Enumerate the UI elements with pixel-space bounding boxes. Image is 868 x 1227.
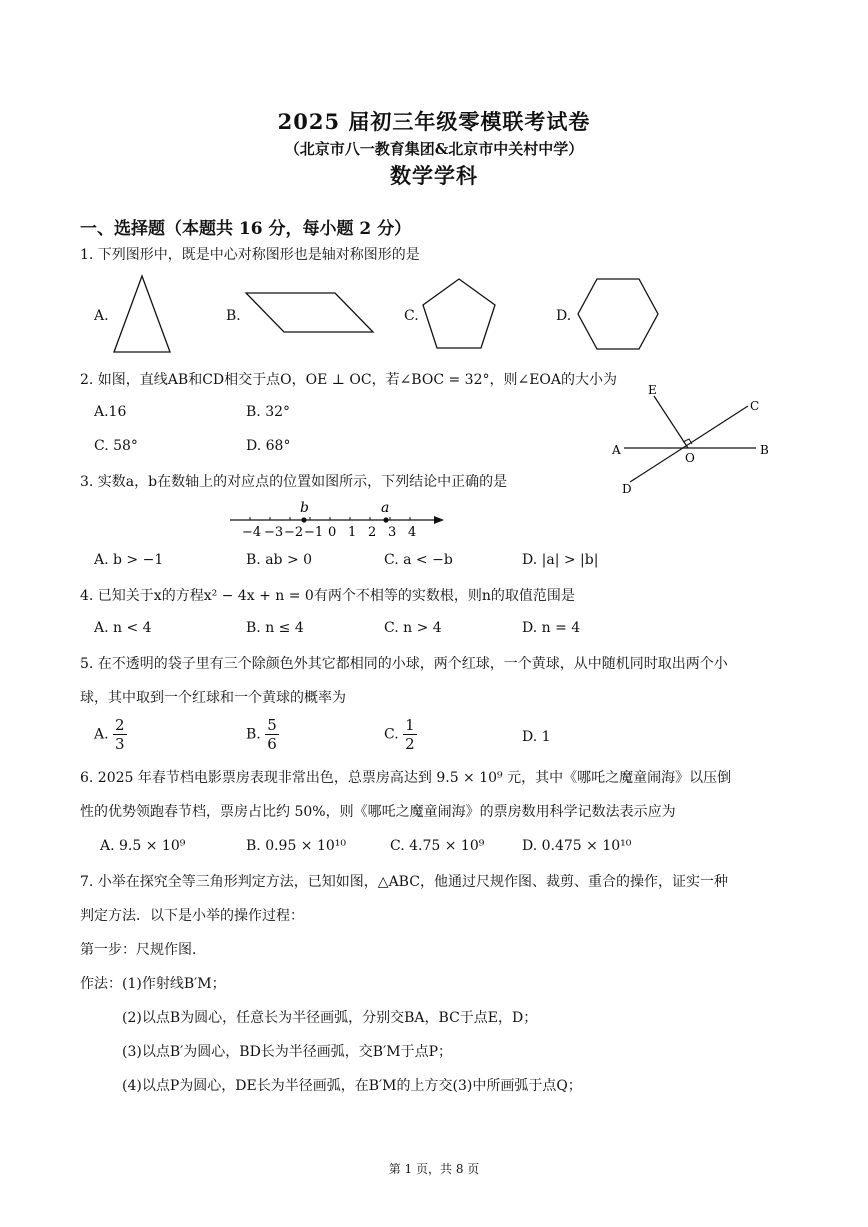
q1-pentagon-figure [420, 276, 498, 352]
tick-label: −3 [264, 525, 284, 540]
q4-option-a: A. n < 4 [94, 620, 152, 636]
q4-option-b: B. n ≤ 4 [246, 620, 304, 636]
tick-label: −4 [242, 525, 262, 540]
q5-option-d: D. 1 [522, 729, 551, 745]
tick-label: 2 [368, 525, 377, 540]
q6-line1: 6. 2025 年春节档电影票房表现非常出色，总票房高达到 9.5 × 10⁹ 元，其中《哪吒之魔童闹海》以压倒 [80, 770, 732, 786]
q1-option-c-label: C. [404, 308, 419, 324]
q2-option-c: C. 58° [94, 438, 138, 454]
label-c: C [750, 399, 760, 413]
q3-option-c: C. a < −b [384, 552, 453, 568]
q2-lines-figure [600, 378, 790, 500]
point-b-label: b [300, 500, 309, 516]
q5-option-c: C. $\frac{1}{2}$ [384, 716, 415, 753]
q7-line1: 7. 小举在探究全等三角形判定方法，已知如图，△ABC，他通过尺规作图、裁剪、重合的操作，证实一种 [80, 874, 728, 890]
label-o: O [685, 451, 695, 465]
subject-title: 数学学科 [390, 163, 478, 188]
exam-title: 2025 届初三年级零模联考试卷 [277, 109, 591, 134]
label-a: A [612, 443, 621, 457]
q4-option-d: D. n = 4 [522, 620, 581, 636]
tick-label: −1 [304, 525, 324, 540]
q7-method3: (3)以点B′为圆心，BD长为半径画弧，交B′M于点P； [122, 1044, 453, 1060]
q6-option-d: D. 0.475 × 10¹⁰ [522, 838, 632, 854]
q3-option-d: D. |a| > |b| [522, 552, 599, 568]
q6-line2: 性的优势领跑春节档，票房占比约 50%，则《哪吒之魔童闹海》的票房数用科学记数法表示应为 [80, 804, 676, 820]
q1-hexagon-figure [576, 276, 660, 352]
q1-option-a-label: A. [94, 308, 109, 324]
q1-parallelogram-figure [244, 290, 376, 336]
q4-option-c: C. n > 4 [384, 620, 442, 636]
tick-label: −2 [284, 525, 304, 540]
exam-subtitle: （北京市八一教育集团&北京市中关村中学） [284, 140, 584, 158]
fraction: $\frac{2}{3}$ [115, 716, 125, 753]
q7-line2: 判定方法．以下是小举的操作过程： [80, 908, 304, 924]
line-cd [630, 406, 748, 482]
point-a-label: a [381, 500, 390, 516]
tick-label: 1 [348, 525, 357, 540]
q7-method2: (2)以点B为圆心，任意长为半径画弧，分别交BA，BC于点E，D； [122, 1010, 538, 1026]
label-d: D [622, 482, 632, 496]
q5-option-a: A. $\frac{2}{3}$ [94, 716, 125, 753]
label-b: B [760, 443, 769, 457]
q1-stem: 1. 下列图形中，既是中心对称图形也是轴对称图形的是 [80, 247, 420, 263]
q6-option-a: A. 9.5 × 10⁹ [100, 838, 186, 854]
q3-option-b: B. ab > 0 [246, 552, 313, 568]
q3-number-line [226, 496, 452, 542]
q3-stem: 3. 实数a，b在数轴上的对应点的位置如图所示，下列结论中正确的是 [80, 474, 508, 490]
page-footer: 第 1 页，共 8 页 [388, 1162, 480, 1176]
label-e: E [648, 383, 657, 397]
q5-line2: 球，其中取到一个红球和一个黄球的概率为 [80, 690, 346, 706]
q6-option-b: B. 0.95 × 10¹⁰ [246, 838, 347, 854]
q2-stem: 2. 如图，直线AB和CD相交于点O，OE ⊥ OC，若∠BOC = 32°，则∠EOA的大小为 [80, 372, 618, 388]
point-a-dot [383, 517, 388, 522]
q1-option-d-label: D. [556, 308, 572, 324]
tick-label: 0 [328, 525, 337, 540]
q5-option-b: B. $\frac{5}{6}$ [246, 716, 277, 753]
q7-step1: 第一步：尺规作图． [80, 942, 206, 958]
q5-line1: 5. 在不透明的袋子里有三个除颜色外其它都相同的小球，两个红球，一个黄球，从中随机同时取出两个小 [80, 656, 728, 672]
tick-label: 4 [408, 525, 417, 540]
q2-option-a: A.16 [94, 404, 127, 420]
fraction: $\frac{5}{6}$ [267, 716, 277, 753]
q6-option-c: C. 4.75 × 10⁹ [390, 838, 485, 854]
ray-oe [654, 396, 688, 448]
q7-method1: 作法：(1)作射线B′M； [80, 976, 226, 992]
q1-triangle-figure [112, 272, 174, 358]
q2-option-b: B. 32° [246, 404, 291, 420]
q7-method4: (4)以点P为圆心，DE长为半径画弧，在B′M的上方交(3)中所画弧于点Q； [122, 1078, 582, 1094]
point-b-dot [301, 517, 306, 522]
q4-stem: 4. 已知关于x的方程x² − 4x + n = 0有两个不相等的实数根，则n的取值范围是 [80, 588, 575, 604]
q3-option-a: A. b > −1 [94, 552, 164, 568]
q1-option-b-label: B. [226, 308, 241, 324]
q2-option-d: D. 68° [246, 438, 291, 454]
section-heading: 一、选择题（本题共 16 分，每小题 2 分） [80, 219, 412, 239]
fraction: $\frac{1}{2}$ [405, 716, 415, 753]
tick-label: 3 [388, 525, 397, 540]
